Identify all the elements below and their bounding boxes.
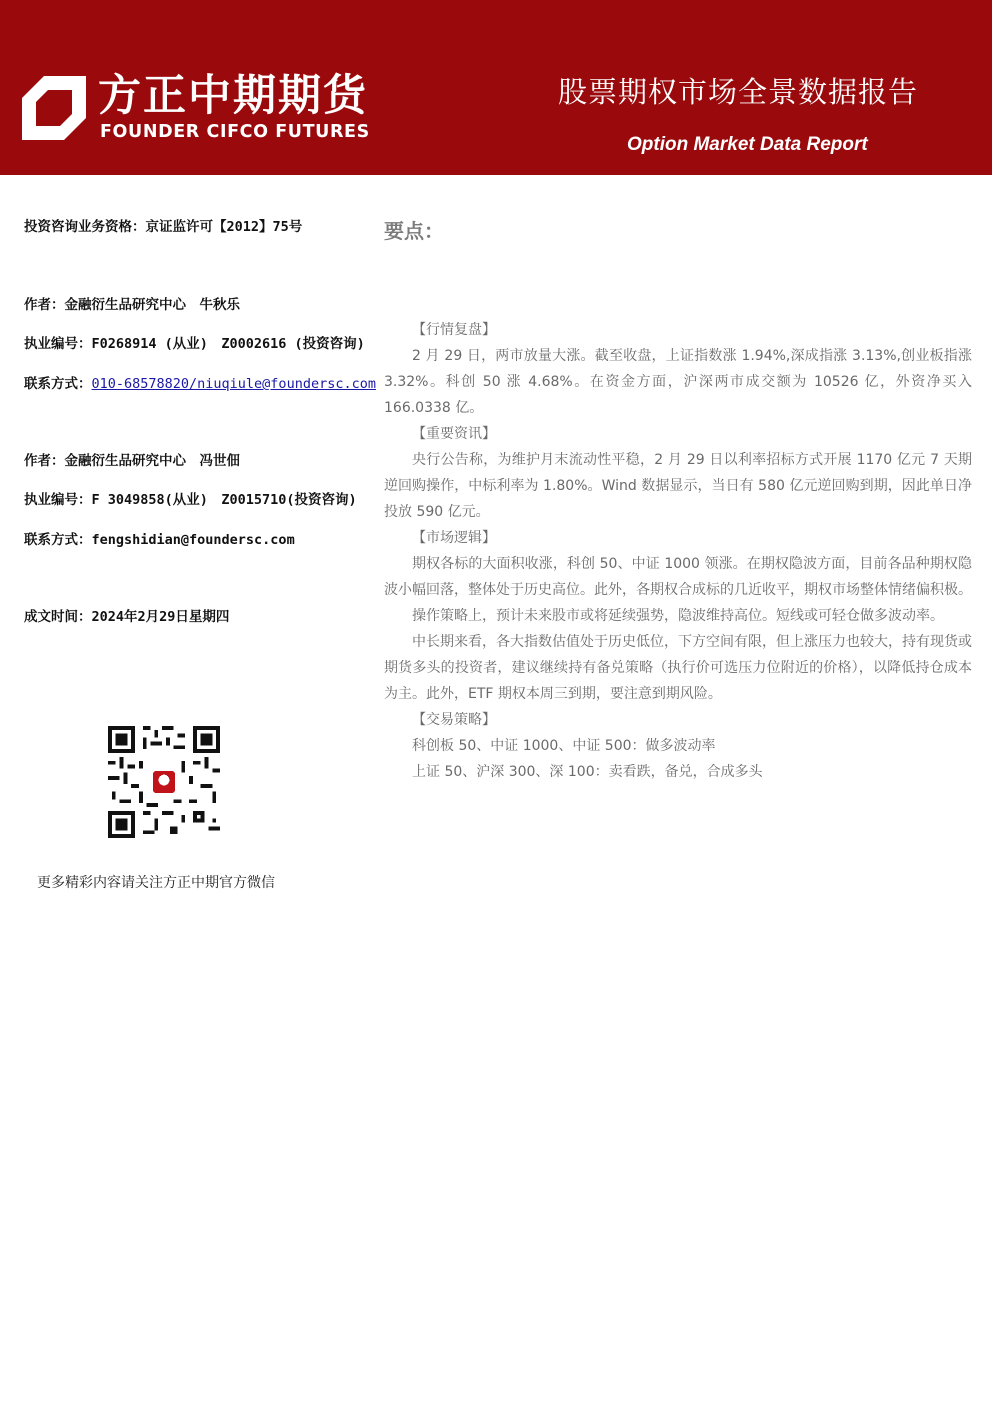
section-heading: 【重要资讯】 <box>412 426 496 442</box>
key-points-title: 要点： <box>384 219 444 243</box>
paragraph: 上证 50、沪深 300、深 100：卖看跌，备兑，合成多头 <box>412 764 763 780</box>
author1-id: 执业编号：F0268914 (从业) Z0002616 (投资咨询) <box>24 336 365 352</box>
section-heading: 【市场逻辑】 <box>412 530 496 546</box>
report-title: 股票期权市场全景数据报告 <box>558 75 919 109</box>
report-header <box>0 0 992 175</box>
qr-caption: 更多精彩内容请关注方正中期官方微信 <box>37 875 275 891</box>
founder-logo-icon <box>22 76 86 140</box>
qualification: 投资咨询业务资格：京证监许可【2012】75号 <box>24 219 303 235</box>
author2-line: 作者：金融衍生品研究中心 冯世佃 <box>24 453 240 469</box>
author2-contact: 联系方式：fengshidian@foundersc.com <box>24 532 295 548</box>
logo-text-en: FOUNDER CIFCO FUTURES <box>100 122 370 142</box>
wechat-qr-code-icon <box>108 726 220 838</box>
author1-contact <box>24 372 376 392</box>
paragraph: 操作策略上，预计未来股市或将延续强势，隐波维持高位。短线或可轻仓做多波动率。 <box>412 608 944 624</box>
author1-contact-link[interactable]: 010-68578820/niuqiule@foundersc.com <box>91 376 376 392</box>
paragraph: 2 月 29 日，两市放量大涨。截至收盘，上证指数涨 1.94%,深成指涨 3.13%,创业板指涨 3.32%。科创 50 涨 4.68%。在资金方面，沪深两市成交额为 10526 亿，外资净买入 166.0338 亿。 <box>384 348 972 416</box>
author2-id: 执业编号：F 3049858(从业) Z0015710(投资咨询) <box>24 492 357 508</box>
author1-line: 作者：金融衍生品研究中心 牛秋乐 <box>24 297 240 313</box>
paragraph: 中长期来看，各大指数估值处于历史低位，下方空间有限，但上涨压力也较大，持有现货或期货多头的投资者，建议继续持有备兑策略（执行价可选压力位附近的价格），以降低持仓成本为主。此外，ETF 期权本周三到期，要注意到期风险。 <box>384 634 972 702</box>
section-heading: 【行情复盘】 <box>412 322 496 338</box>
report-subtitle: Option Market Data Report <box>627 134 868 155</box>
report-date: 成文时间：2024年2月29日星期四 <box>24 609 230 625</box>
paragraph: 央行公告称，为维护月末流动性平稳，2 月 29 日以利率招标方式开展 1170 亿元 7 天期逆回购操作，中标利率为 1.80%。Wind 数据显示，当日有 580 亿元逆回购到期，因此单日净投放 590 亿元。 <box>384 452 972 520</box>
logo-text-cn: 方正中期期货 <box>98 71 368 121</box>
author1-contact-label: 联系方式： <box>24 376 92 392</box>
section-heading: 【交易策略】 <box>412 712 496 728</box>
paragraph: 科创板 50、中证 1000、中证 500：做多波动率 <box>412 738 716 754</box>
paragraph: 期权各标的大面积收涨，科创 50、中证 1000 领涨。在期权隐波方面，目前各品种期权隐波小幅回落，整体处于历史高位。此外，各期权合成标的几近收平，期权市场整体情绪偏积极。 <box>384 556 972 598</box>
key-points-body <box>384 317 972 785</box>
